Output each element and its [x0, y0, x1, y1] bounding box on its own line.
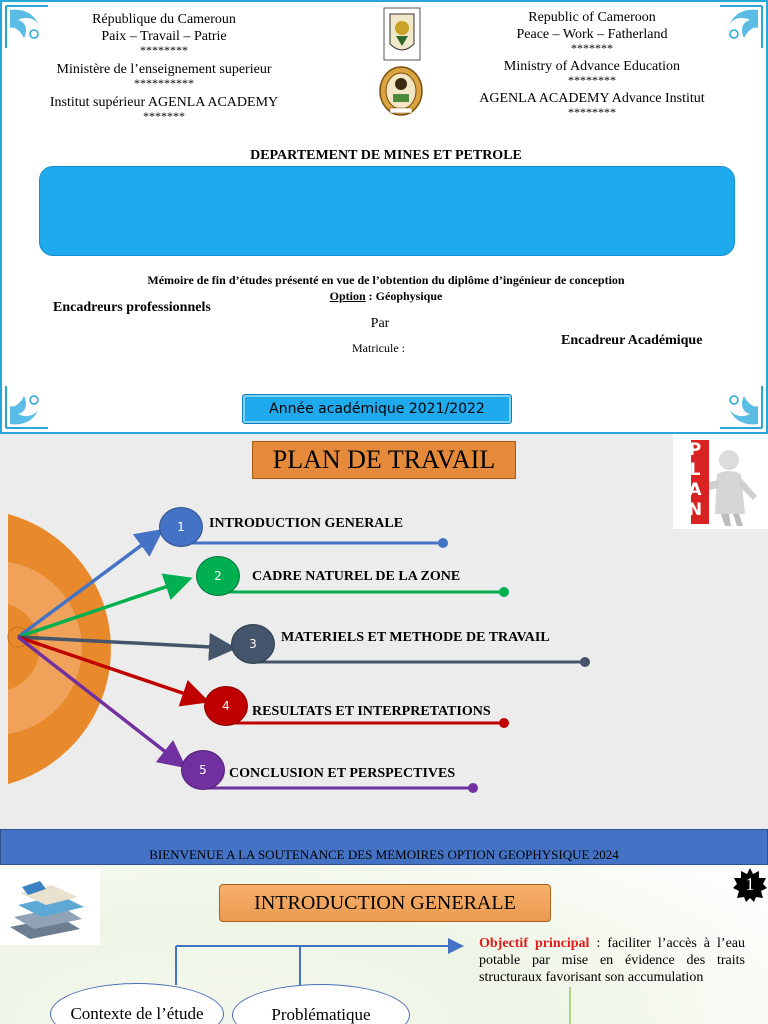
objectif-description: : faciliter l’accès à l’eau potable par mise en évidence des traits structuraux favorisant son accumulation — [479, 936, 745, 985]
institute-fr: Institut supérieur AGENLA ACADEMY — [49, 95, 279, 110]
plan-item-label-2: CADRE NATUREL DE LA ZONE — [252, 569, 461, 584]
motto-en: Peace – Work – Fatherland — [516, 27, 668, 42]
memoire-statement: Mémoire de fin d’études présenté en vue de l’obtention du diplôme d’ingénieur de conception — [147, 273, 625, 287]
plan-item-number-3: 3 — [231, 624, 275, 664]
objectif-text — [479, 935, 745, 986]
problematique-label: Problématique — [271, 1005, 371, 1024]
ministry-en: Ministry of Advance Education — [503, 59, 681, 74]
option-value: : Géophysique — [365, 289, 443, 303]
plan-item-number-5: 5 — [181, 750, 225, 790]
thesis-title-box — [39, 166, 735, 256]
plan-item-label-4: RESULTATS ET INTERPRETATIONS — [252, 704, 491, 719]
par-label: Par — [370, 316, 390, 331]
country-en: Republic of Cameroon — [528, 10, 656, 25]
plan-item-label-5: CONCLUSION ET PERSPECTIVES — [229, 766, 456, 781]
objectif-label: Objectif principal — [479, 936, 590, 951]
plan-item-number-1: 1 — [159, 507, 203, 547]
plan-item-label-1: INTRODUCTION GENERALE — [209, 516, 404, 531]
contexte-label: Contexte de l’étude — [70, 1004, 204, 1023]
separator: ******* — [571, 41, 613, 55]
department-title: DEPARTEMENT DE MINES ET PETROLE — [250, 148, 522, 163]
separator: ********** — [134, 76, 194, 90]
plan-title: PLAN DE TRAVAIL — [252, 441, 516, 479]
separator: ******** — [568, 105, 616, 119]
plan-item-number-2: 2 — [196, 556, 240, 596]
academic-supervisor-label: Encadreur Académique — [561, 333, 703, 348]
university-logo-icon — [382, 6, 422, 62]
plan-image-letters — [681, 440, 709, 520]
welcome-banner-text: BIENVENUE A LA SOUTENANCE DES MEMOIRES OPTION GEOPHYSIQUE 2024 — [149, 847, 619, 862]
plan-letter: L — [689, 460, 701, 480]
ministry-fr: Ministère de l’enseignement superieur — [56, 62, 272, 77]
header-left — [34, 11, 294, 122]
intro-slide — [0, 829, 768, 1024]
institute-logo-icon — [378, 64, 424, 118]
plan-item-label-3: MATERIELS ET METHODE DE TRAVAIL — [281, 630, 550, 645]
plan-letter: N — [687, 500, 703, 520]
plan-letter: A — [688, 480, 702, 500]
intro-title: INTRODUCTION GENERALE — [219, 884, 551, 922]
plan-item-number-4: 4 — [204, 686, 248, 726]
corner-ornament-icon — [4, 384, 50, 430]
academic-year-banner: Année académique 2021/2022 — [242, 394, 512, 424]
corner-ornament-icon — [718, 4, 764, 50]
matricule-label: Matricule : — [352, 341, 405, 355]
header-right — [462, 9, 722, 118]
option-label: Option — [329, 289, 366, 303]
separator: ******** — [568, 73, 616, 87]
professional-supervisors-label: Encadreurs professionnels — [53, 300, 211, 315]
plan-slide — [0, 434, 768, 829]
cover-slide — [0, 0, 768, 434]
country-fr: République du Cameroun — [92, 12, 236, 27]
plan-letter: P — [688, 440, 702, 460]
institute-en: AGENLA ACADEMY Advance Institut — [479, 91, 705, 106]
motto-fr: Paix – Travail – Patrie — [101, 29, 227, 44]
corner-ornament-icon — [718, 384, 764, 430]
slide-number: 1 — [745, 874, 755, 894]
separator: ******* — [143, 109, 185, 123]
separator: ******** — [140, 43, 188, 57]
